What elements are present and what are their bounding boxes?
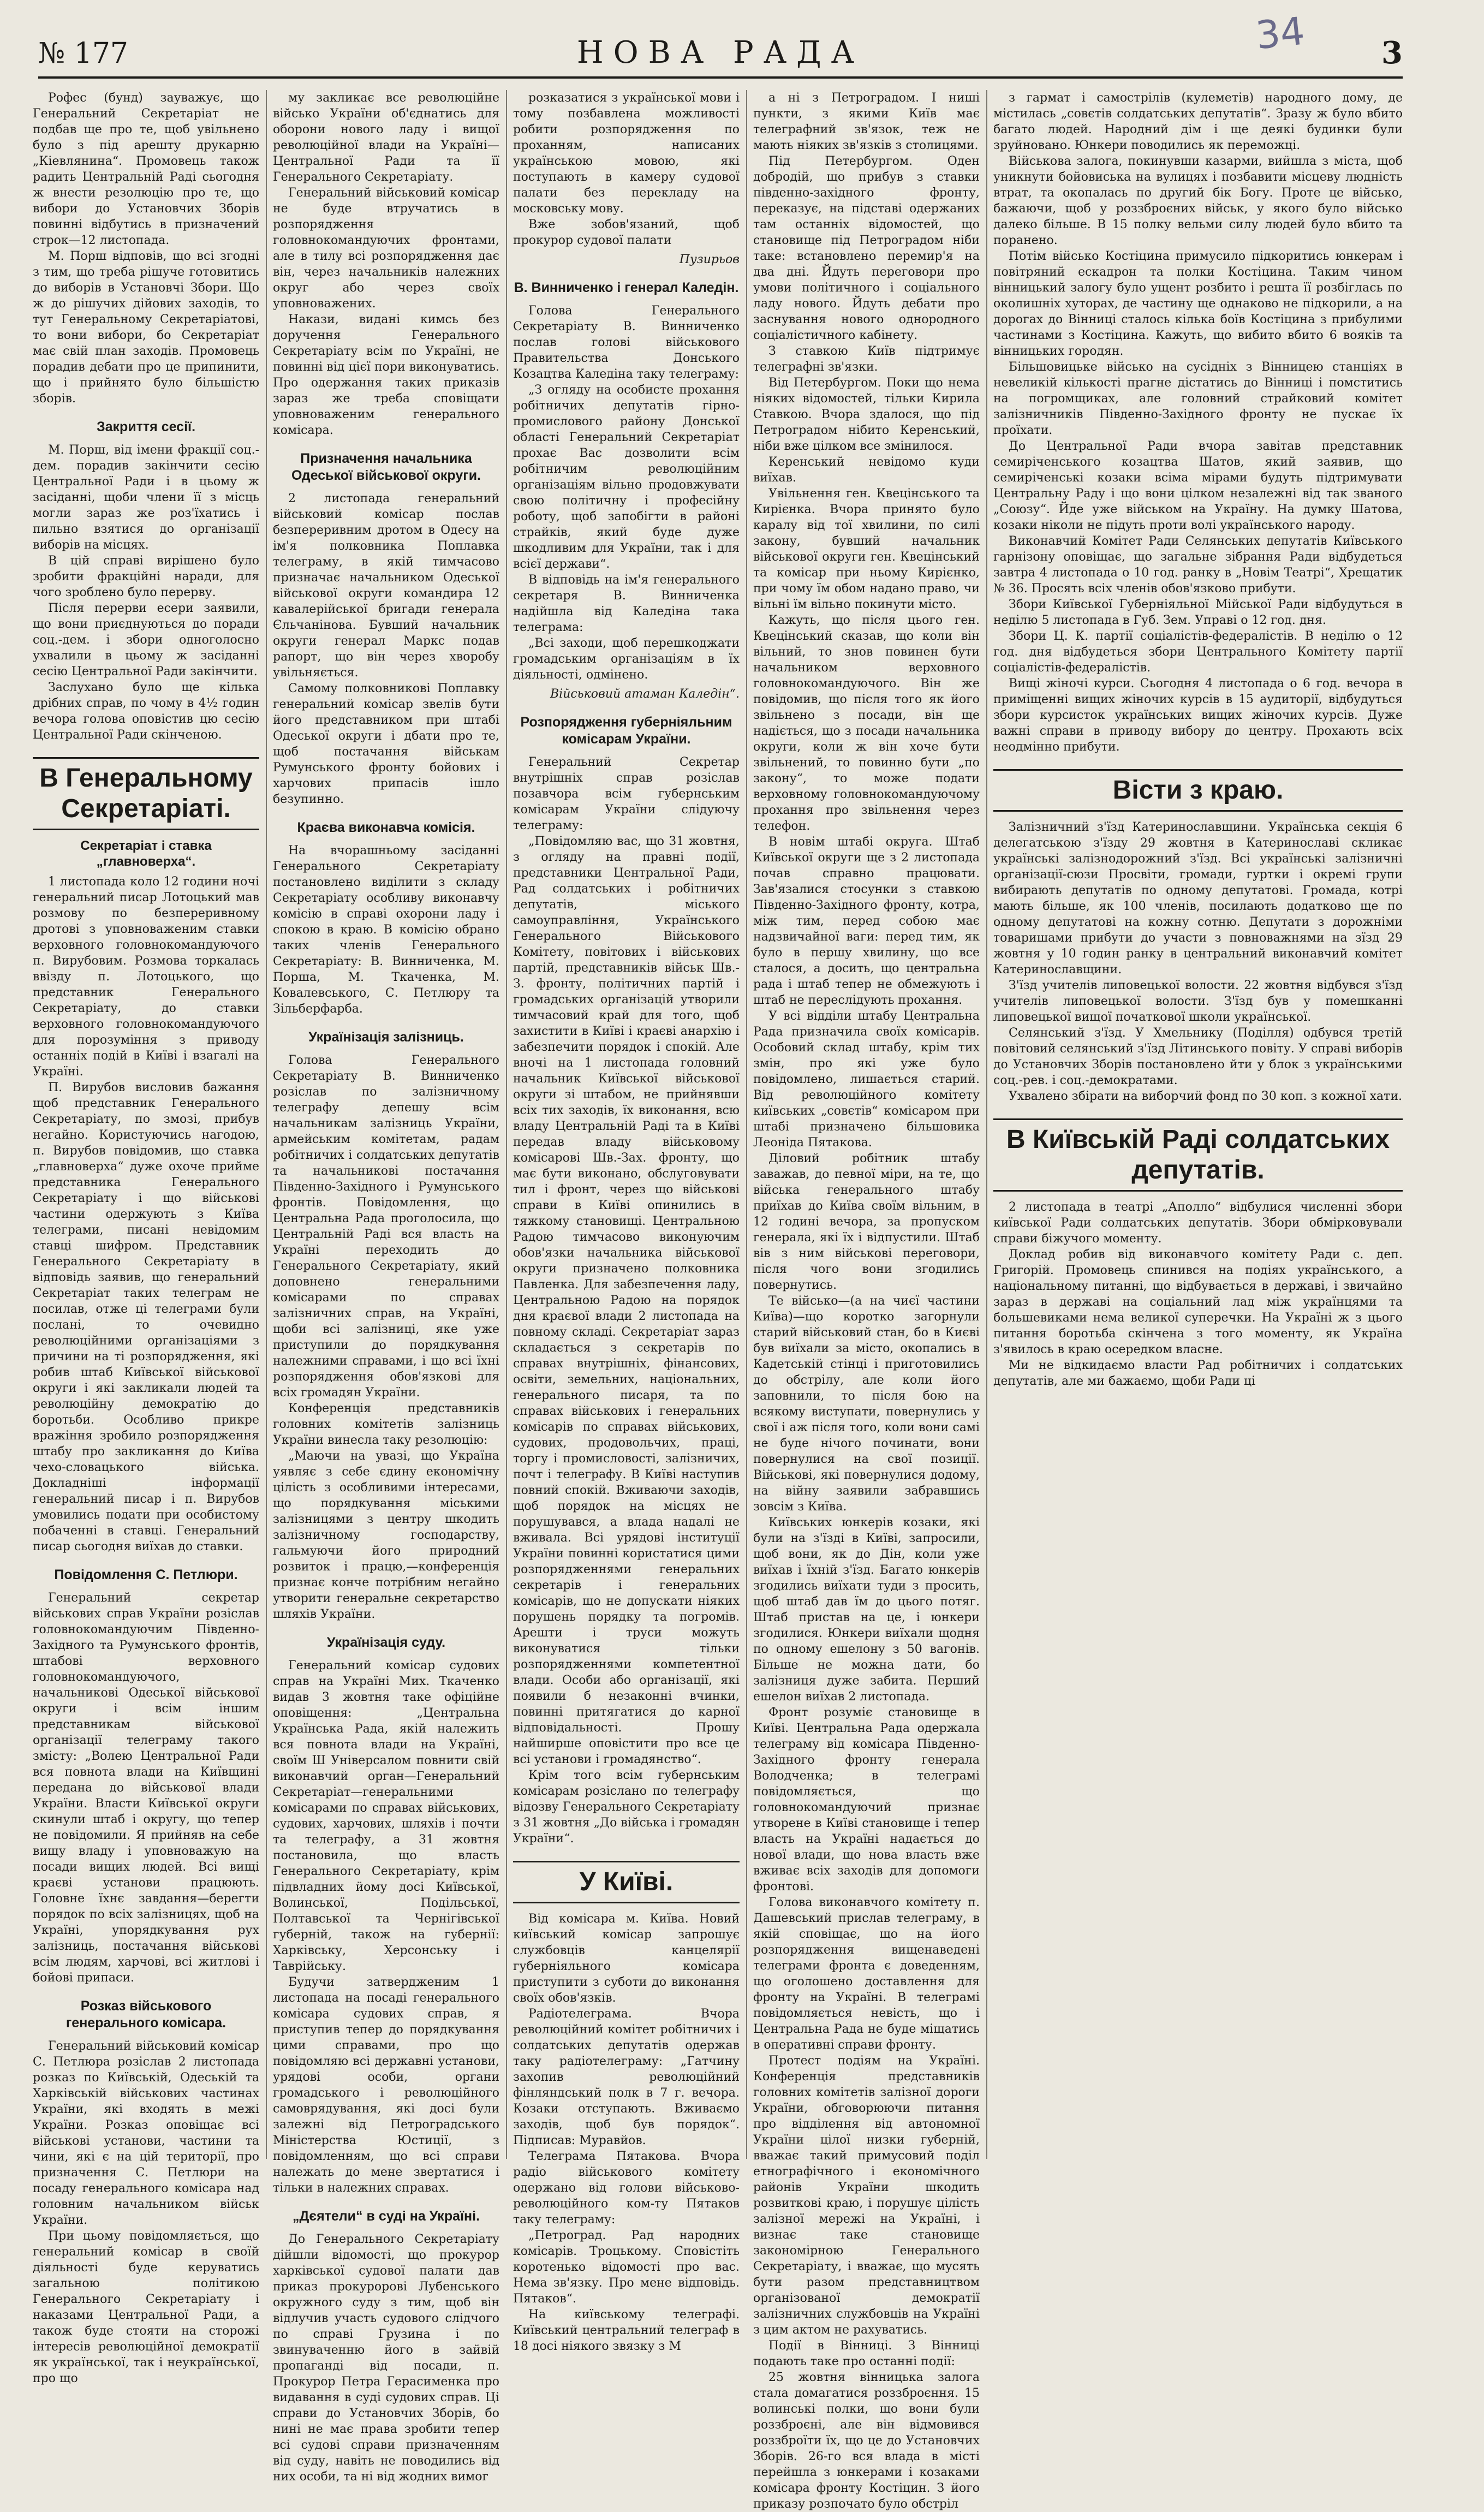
paragraph: Генеральний Секретар внутрішніх справ розіслав позавчора всім губернським комісарам України слідуючу телеграму: — [513, 755, 740, 832]
column-4 — [753, 90, 980, 2511]
paragraph: а ні з Петроградом. І ниші пункти, з якими Київ має телеграфний зв'язок, теж не мають ніяких зв'язків з столицями. — [753, 91, 980, 152]
paragraph: „З огляду на особисте прохання робітничих депутатів гірно-промислового району Донської області Генеральний Секретаріат прохає Вас дозволити всім робітничим революційним організаціям вільно продовжувати свою політичну і професійну роботу, щоб запобігти в районі страйків, який буде дуже шкодливим для України, так і для всієї держави“. — [513, 383, 740, 571]
paragraph: Ухвалено збірати на виборчий фонд по 30 коп. з кожної хати. — [1009, 1090, 1402, 1103]
paragraph: В новім штабі округа. Штаб Київської округи ще з 2 листопада почав справно працювати. Зав'язалися стосунки з ставкою Південно-Західного фронту, котра, між тим, перед собою має надзвичайної ваги: перед тим, як було в першу хвилину, що все сталося, а досить, що центральна рада і штаб тепер не обмежують і штаб не переслідують прохання. — [753, 835, 980, 1007]
paragraph: „Всі заходи, щоб перешкоджати громадським організаціям в їх діяльності, одмінено. — [513, 636, 740, 682]
paragraph: Генеральний військовий комісар С. Петлюра розіслав 2 листопада розказ по Київській, Одеській та Харківській військових частинах України, які входять в межі України. Розказ оповіщає всі військові установи, частини та чини, які є на цій території, про призначення С. Петлюри на посаду генерального комісара над головним начальником військ України. — [33, 2039, 259, 2227]
paragraph: Після перерви есери заявили, що вони приєднуються до поради соц.-дем. і збори одноголосно ухвалили в цьому ж засіданні сесію Центральної Ради закінчити. — [33, 602, 259, 678]
paragraph: 1 листопада коло 12 години ночі генеральний писар Лотоцький мав розмову по безпереривному дротові з уповноваженим ставки верховного головнокомандуючого п. Вирубовим. Розмова торкалась ввізду п. Лотоцького, що представник Генерального Секретаріату, до ставки верховного головнокомандуючого для порозуміння з приводу останніх подій в Київі і взагалі на Україні. — [33, 875, 259, 1079]
paragraph: Рофес (бунд) зауважує, що Генеральний Секретаріат не подбав ще про те, щоб увільнено було з під арешту друкарню „Кіевлянина“. Промовець також радить Центральній Раді сьогодня ж внести резолюцію про те, що вибори до Установчих Зборів повинні відбутись в призначений строк—12 листопада. — [33, 91, 259, 247]
newspaper-title: НОВА РАДА — [576, 35, 865, 70]
column-divider — [506, 90, 507, 2159]
paragraph: Ми не відкидаємо власти Рад робітничих і солдатських депутатів, але ми бажаємо, щоби Ради ці — [993, 1359, 1403, 1388]
column-1 — [33, 90, 259, 2385]
paragraph: Заслухано було ще кілька дрібних справ, по чому в 4½ годин вечора голова оповістив цю сесію Центральної Ради скінченою. — [33, 681, 259, 742]
major-heading: Вісти з краю. — [993, 769, 1403, 812]
paragraph: Голова Генерального Секретаріату В. Винниченко розіслав по залізничному телеграфу депешу всім начальникам залізниць України, армейським комітетам, радам робітничих і солдатських депутатів та начальникові постачання Південно-Західного і Румунського фронтів. Повідомлення, що Центральна Рада проголосила, що Центральній Раді вся власть на Україні переходить до Генерального Секретаріату, який доповнено генеральними комісарами по справах залізничних справ, на Україні, щоби всі залізниці, яке уже приступили до порядкування належними справами, і що всі їхні розпорядження обов'язкові для всіх громадян України. — [273, 1053, 499, 1400]
section-heading: Українізація суду. — [326, 1635, 446, 1650]
column-divider — [986, 90, 987, 2159]
paragraph: Генеральний секретар військових справ України розіслав головнокомандуючим Південно-Західного та Румунського фронтів, штабові верховного головнокомандуючого, начальникові Одеської військової округи і всім іншим представникам військової організації телеграму такого змісту: „Волею Центральної Ради вся повнота влади на Київщині передана до військової влади України. Власти Київської округи скинули штаб і округу, що тепер не повідомили. Я прийняв на себе вищу владу і уповноважую на посади вищих людей. Всі вищі краєві установи працюють. Головне їхнє завдання—берегти порядок по всіх залізницях, щоб на Україні, упорядкування рух залізниць, постачання військові всім людям, харчові, всі житлові і бойові припаси. — [33, 1591, 259, 1985]
paragraph: На вчорашньому засіданні Генерального Секретаріату постановлено виділити з складу Секретаріату особливу виконавчу комісію в справі охорони ладу і спокою в краю. В комісію обрано таких членів Генерального Секретаріату: В. Винниченка, М. Порша, М. Ткаченка, М. Ковалевського, С. Петлюру та Зільберфарба. — [273, 844, 499, 1016]
paragraph: Залізничний з'їзд Катеринославщини. Українська секція 6 делегатською з'їзду 29 жовтня в Катеринославі скликає українські залізнодорожний з'їзд. Всі українські залізничні організації-сюзи Просвіти, громади, гуртки і окремі групи вибирають депутатів по одному депутатові. Громада, котрі мають більше, як 100 членів, посилають додатково ще по одному депутатові на кожну сотню. Депутати з дорожніми товаришами прибути до участи з повноважнями на зїзд 29 жовтня у 10 годин ранку в центральний виконавчий комітет Катеринославщини. — [993, 820, 1403, 977]
column-5 — [993, 90, 1403, 2164]
section-heading: Розпорядження губерніяльним комісарам України. — [520, 715, 732, 747]
paragraph: Від комісара м. Київа. Новий київський комісар запрошує службовців канцелярії губерніяльного комісара приступити з суботи до виконання своїх обов'язків. — [513, 1912, 740, 2005]
paragraph: Керенський невідомо куди виїхав. — [753, 455, 980, 485]
section-heading: Закриття сесії. — [96, 419, 196, 434]
paragraph: Збори Ц. К. партії соціалістів-федералістів. В неділю о 12 год. дня відбудеться збори Центрального Комітету партії соціалістів-федералістів. — [993, 629, 1403, 675]
paragraph: Збори Київської Губерніяльної Мійської Ради відбудуться в неділю 5 листопада в Губ. Зем. Управі о 12 год. дня. — [993, 598, 1403, 627]
section-heading: Українізація залізниць. — [308, 1029, 464, 1045]
paragraph: Діловий робітник штабу заважав, до певної міри, на те, що війська генерального штабу приїхав до Київа своїм вільним, в 12 годині вечора, за пропуском генерала, які їх і відпустили. Штаб вів з ним військові переговори, після чого вони згодились повернутись. — [753, 1152, 980, 1292]
paragraph: Самому полковникові Поплавку генеральний комісар звелів бути його представником при штабі Одеської округи і дбати про те, щоб постачання військам Румунського фронту бойових і харчових припасів ішло безупинно. — [273, 682, 499, 806]
paragraph: Конференція представників головних комітетів залізниць України винесла таку резолюцію: — [273, 1402, 499, 1447]
paragraph: Генеральний військовий комісар не буде втручатись в розпорядження головнокомандуючих фронтами, але в тилу всі розпорядження дає він, через начальників належних округ або через своїх уповноважених. — [273, 186, 499, 311]
paragraph: Генеральний комісар судових справ на Україні Мих. Ткаченко видав 3 жовтня таке офіційне оповіщення: „Центральна Українська Рада, якій належить вся повнота влади на Україні, своїм Ш Універсалом повнити свій виконавчий орган—Генеральний Секретаріат—генеральними комісарами по справах військових, судових, харчових, шляхів і почти та телеграфу, а 31 жовтня постановила, що власть Генерального Секретаріату, крім підвладних йому досі Київської, Волинської, Подільської, Полтавської та Чернігівської губерній, також на губернії: Харківську, Херсонську і Таврійську. — [273, 1659, 499, 1973]
paragraph: Вищі жіночі курси. Сьогодня 4 листопада о 6 год. вечора в приміщенні вищих жіночих курсів в 15 аудиторії, відбудуться збори курсисток українських вищих жіночих курсів. Дуже важні справи в приводу вибору до центру. Прохають всіх неодмінно прибути. — [993, 677, 1403, 754]
major-heading: В Генеральному Секретаріаті. — [33, 757, 259, 830]
paragraph: Фронт розуміє становище в Київі. Центральна Рада одержала телеграму від комісара Південно-Західного фронту генерала Володченка; в телеграмі повідомляється, що головнокомандуючий признає утворене в Київі становище і тепер власть на Україні надається до нової влади, що нова власть вже вживає всіх заходів для допомоги фронтові. — [753, 1706, 980, 1894]
signature: Пузирьов — [679, 253, 740, 266]
paragraph: „Повідомляю вас, що 31 жовтня, з огляду на правні події, представники Центральної Ради, Рад солдатських і робітничих депутатів, міського самоуправління, Українського Генерального Військового Комітету, повітових і військових партій, представників військ Шв.-З. фронту, політичних партій і громадських організацій утворили тимчасовий край для того, щоб захистити в Київі і краєві анархію і забезпечити порядок і спокій. Але вночі на 1 листопада головний начальник Київської військової округи зі штабом, не прийнявши всіх тих заходів, їх виконання, всю владу Центральній Раді та в Київі передав владу військовому комісарові Шв.-Зах. фронту, що має бути виконано, обслуговувати тил і фронт, через що військові справи в Київі опинились в тяжкому становищі. Центральною Радою тимчасово виконуючим обов'язки начальника військової округи призначено полковника Павленка. Для забезпечення ладу, Центральною Радою на порядок дня краєвої влади 2 листопада на повному складі. Секретаріат зараз складається з секретарів по справах внутрішніх, фінансових, освіти, земельних, національних, генерального писаря, та по справах військових і генеральних комісарів по справах військових, судових, продовольчих, праці, торгу і промисловості, залізничих, почт і телеграфу. В Київі наступив повний спокій. Вживаючи заходів, щоб порядок на місцях не порушувався, а влада надалі не вживала. Всі урядові інституції України повинні користатися цими розпорядженнями генеральних секретарів і генеральних комісарів, що не допускати ніяких порушень порядку та погромів. Арешти і труси можуть виконуватися тільки розпорядженнями компетентної влади. Особи або організації, які появили б незаконні вчинки, повинні притягатися до карної відповідальності. Прошу найширше оповістити про все це всі установи і громадянство“. — [513, 835, 740, 1766]
section-heading: Розказ військового генерального комісара. — [65, 1998, 227, 2031]
column-divider — [746, 90, 747, 2159]
section-heading: Повідомлення С. Петлюри. — [54, 1567, 238, 1582]
column-divider — [266, 90, 267, 2159]
paragraph: Накази, видані кимсь без доручення Генерального Секретаріату всім по Україні, не повинні від цієї пори виконуватись. Про одержання таких приказів зараз же треба сповіщати уповноваженим генерального комісара. — [273, 313, 499, 437]
paragraph: При цьому повідомляється, що генеральний комісар в своїй діяльності буде керуватись загальною політикою Генерального Секретаріату і наказами Центральної Ради, а також буде стояти на сторожі інтересів революційної демократії як української, так і неукраїнської, про що — [33, 2229, 259, 2385]
sub-heading: Секретаріат і ставка „главноверха“. — [80, 838, 212, 869]
section-heading: „Дєятели“ в суді на Україні. — [292, 2209, 480, 2224]
paragraph: 25 жовтня вінницька залога стала домагатися роззброєння. 15 волинські полки, що вони були роззброєні, але він відмовився роззброїти їх, що це до Установчих Зборів. 26-го вся влада в місті перейшла з юнкерами і козаками комісара фронту Костіцин. З його приказу розпочато було обстріл — [753, 2371, 980, 2511]
paragraph: В цій справі вирішено було зробити фракційні наради, для чого зроблено було перерву. — [33, 554, 259, 599]
paragraph: 2 листопада генеральний військовий комісар послав безпереривним дротом в Одесу на ім'я полковника Поплавка телеграму, в якій тимчасово призначає начальником Одеської військової округи командира 12 кавалерійської бригади генерала Єльчанінова. Бувший начальник округи генерал Маркс подав рапорт, що він через хворобу увільняється. — [273, 492, 499, 680]
paragraph: Кажуть, що після цього ген. Квецінський сказав, що коли він вільний, то знов повинен бути начальником верховного головнокомандуючого. Він же повідомив, що після того як його звільнено з посади, він ще надіється, що з посади начальника округи, коли ж він хоче бути звільнений, то повинно бути „по закону“, то може подати верховному головнокомандуючому прохання про звільнення через телефон. — [753, 614, 980, 833]
major-heading: У Київі. — [513, 1861, 740, 1903]
section-heading: Призначення начальника Одеської військової округи. — [291, 451, 481, 483]
handwritten-note: 34 — [1253, 8, 1307, 58]
paragraph: Будучи затвердженим 1 листопада на посаді генерального комісара судових справ, я приступив тепер до порядкування цими справами, про що повідомляю всі державні установи, урядові особи, органи громадського і революційного самоврядування, які досі були залежні від Петроградського Міністерства Юстиції, з повідомленням, що всі справи належать до мене звертатися і тільки в належних справах. — [273, 1975, 499, 2195]
column-3 — [513, 90, 740, 2353]
paragraph: Селянський з'їзд. У Хмельнику (Поділля) одбувся третій повітовий селянський з'їзд Літинського повіту. У справі виборів до Установчих Зборів постановлено йти у блок з українськими соц.-рев. і соц.-демократами. — [993, 1026, 1403, 1087]
paragraph: Доклад робив від виконавчого комітету Ради с. деп. Григорій. Промовець спинився на подіях українського, а національному питанні, що відбувається в державі, і звичайно зараз в державі на соціальний лад між українцями та большевиками нема великої суперечки. На Україні ж з цього питання боротьба скінчена з того моменту, як Україна з'явилось в краю осередком власне. — [993, 1248, 1403, 1356]
paragraph: З ставкою Київ підтримує телеграфні зв'язки. — [753, 344, 980, 374]
paragraph: „Петроград. Рад народних комісарів. Троцькому. Сповістіть коротенько відомості про вас. Нема зв'язку. Про мене відповідь. Пятаков“. — [513, 2229, 740, 2306]
section-heading: Краєва виконавча комісія. — [297, 820, 475, 835]
paragraph: Те військо—(а на чиєї частини Київа)—що коротко загорнули старий військовий стан, бо в Києві був виїхали за місто, окопались в Кадетській стінці і приготовились до обстрілу, але коли його заповнили, то після бою на всякому виступати, повернулись у свої і аж після того, коли вони самі не буде нічого починати, вони повернулися на свої позиції. Військові, які повернулися додому, на війну заявили забравшись зовсім з Київа. — [753, 1294, 980, 1514]
paragraph: з гармат і самострілів (кулеметів) народного дому, де містилась „совєтів солдатських депутатів“. Зразу ж було вбито багато людей. Народний дім і ще деякі будинки були зруйновано. Юнкери поводились як переможці. — [993, 91, 1403, 152]
paragraph: „Маючи на увазі, що Україна уявляє з себе єдину економічну цілість з особливими інтересами, що порядкування міськими залізницями з центру шкодить залізничному господарству, гальмуючи його природний розвиток і працю,—конференція признає конче потрібним негайно утворити генеральне секретарство шляхів України. — [273, 1449, 499, 1621]
page-header — [38, 8, 1403, 79]
paragraph: Увільнення ген. Квецінського та Кирієнка. Вчора принято було каралу від тої хвилини, по силі закону, бувший начальник військової округи ген. Квецінський та комісар при ньому Кирієнко, при чому їм обом надано право, чи вільні їм вільно покинути місто. — [753, 487, 980, 611]
paragraph: Протест подіям на Україні. Конференція представників головних комітетів залізної дороги України, обговорюючи питання про відділення від автономної України цілої низки губерній, вважає такий примусовий поділ етнографічного і економічного районів України шкодить розвиткові краю, і порушує цілість залізної мережі на Україні, і визнає таке становище закономірною Генерального Секретаріату, і вважає, що мусять бути разом представництвом організованої демократії залізничних службовців на Україні з цим актом не рахуватись. — [753, 2054, 980, 2337]
paragraph: Від Петербургом. Поки що нема ніяких відомостей, тільки Кирила Ставкою. Вчора здалося, що під Петроградом нібито Керенський, ніби вже цілком все змінилося. — [753, 376, 980, 453]
column-2 — [273, 90, 499, 2484]
paragraph: Події в Вінниці. З Вінниці подають таке про останні події: — [753, 2339, 980, 2368]
page-number: 3 — [1381, 35, 1403, 71]
paragraph: У всі відділи штабу Центральна Рада призначила своїх комісарів. Особовий склад штабу, крім тих змін, про які уже було повідомлено, лишається старий. Від революційного комітету київських „совєтів“ комісаром при штабі призначено більшовика Леоніда Пятакова. — [753, 1009, 980, 1150]
signature: Військовий атаман Каледін“. — [550, 687, 740, 701]
paragraph: З'їзд учителів липовецької волости. 22 жовтня відбувся з'їзд учителів липовецької волости. З'їзд був у помешканні липовецької вищої початкової школи української. — [993, 979, 1403, 1024]
major-heading: В Київській Раді солдатських депутатів. — [993, 1118, 1403, 1192]
paragraph: В відповідь на ім'я генерального секретаря В. Винниченка надійшла від Каледіна така телеграма: — [513, 573, 740, 634]
paragraph: Голова Генерального Секретаріату В. Винниченко послав голові військового Правительства Донського Козацтва Каледіна таку телеграму: — [513, 304, 740, 381]
paragraph: До Генерального Секретаріату дійшли відомості, що прокурор харківської судової палати дав приказ прокуророві Лубенського окружного суду з тим, щоб він відлучив участь судового слідчого по справі Грузина і по звинуваченню його в зайвій пропаганді від посади, п. Прокурор Петра Герасименка про видавання в суді судових справ. Ці справи до Установчих Зборів, бо нині не має права зробити тепер всі судові справи призначенням від суду, навіть не поводились від них особи, та ні від жодних вимог — [273, 2233, 499, 2484]
paragraph: Крім того всім губернським комісарам розіслано по телеграфу відозву Генерального Секретаріату з 31 жовтня „До війська і громадян України“. — [513, 1769, 740, 1846]
paragraph: До Центральної Ради вчора завітав представник семиріченського козацтва Шатов, який заявив, що семиріченські козаки всіма мірами будуть підтримувати Центральну Раду і що вони цілком незалежні від так званого „Союзу“. Йде уже військом на Україну. На думку Шатова, козаки ніколи не підуть проти волі українського народу. — [993, 439, 1403, 532]
paragraph: Київських юнкерів козаки, які були на з'їзді в Київі, запросили, щоб вони, як до Дін, коли уже виїхав і їхній з'їзд. Багато юнкерів згодились виїхати туди з просить, щоб штаб дав їм до цього потяг. Штаб пристав на це, і юнкери згодилися. Юнкери виїхали щодня по одному ешелону з 50 вагонів. Більше не можна дати, бо залізниця дуже забита. Перший ешелон виїхав 2 листопада. — [753, 1516, 980, 1704]
paragraph: Виконавчий Комітет Ради Селянських депутатів Київського гарнізону оповіщає, що загальне зібрання Ради відбудеться завтра 4 листопада о 10 год. ранку в „Новім Театрі“, Хрещатик № 36. Просять всіх членів обов'язково прибути. — [993, 534, 1403, 596]
paragraph: Радіотелеграма. Вчора революційний комітет робітничих і солдатських депутатів одержав таку радіотелеграму: „Гатчину захопив революційний фінляндський полк в 7 г. вечора. Козаки отступають. Вживаємо заходів, щоб був порядок“. Підписав: Муравйов. — [513, 2007, 740, 2147]
paragraph: Під Петербургом. Оден добродій, що прибув з ставки південно-західного фронту, переказує, на підставі одержаних там останніх відомостей, що становище під Петроградом ніби таке: встановлено перемир'я на два дні. Йдуть переговори про умови політичного і соціального ладу нового. Йдуть дебати про заснування нового однородного соціалістичного кабінету. — [753, 154, 980, 342]
paragraph: М. Порш відповів, що всі згодні з тим, що треба рішуче готовитись до виборів в Установчі Збори. Що ж до рішучих дійових заходів, то тут Генеральному Секретаріатові, то вони вибори, бо Секретаріат має свій план заходів. Промовець порадив дебати про це припинити, що і прийнято було більшістю зборів. — [33, 249, 259, 406]
paragraph: М. Порш, від імени фракції соц.-дем. порадив закінчити сесію Центральної Ради і в цьому ж засіданні, щоби члени її з місць могли зараз же роз'їхатись і пильно взятися до організації виборів на місцях. — [33, 443, 259, 552]
paragraph: Більшовицьке військо на сусідніх з Вінницею станціях в невеликій кількості прагне дістатись до Вінниці і помститись на погромщиках, але головний страйковий комітет залізничників Південно-Західного фронту не пускає їх проїхати. — [993, 360, 1403, 437]
paragraph: П. Вирубов висловив бажання щоб представник Генерального Секретаріату, по змозі, прибув негайно. Користуючись нагодою, п. Вирубов повідомив, що ставка „главноверха“ дуже охоче прийме представника Генерального Секретаріату і що військові частини одержують з Київа телеграми, писані невідомим ставці шифром. Представник Генерального Секретаріату в відповідь заявив, що генеральний Секретаріат таких телеграм не посилав, отже ці телеграми були послані, то очевидно революційними організаціями з причини на ті розпорядження, які робив штаб Київської військової округи і які закликали людей та революційну демократію до боротьби. Особливо прикре вражіння зробило розпорядження штабу про закликання до Київа чехо-словацького війська. Докладніші інформації генеральний писар і п. Вирубов умовились подати при особистому побаченні в ставці. Генеральний писар сьогодня виїхав до ставки. — [33, 1081, 259, 1553]
paragraph: Телеграма Пятакова. Вчора радіо військового комітету одержано від голови військово-революційного ком-ту Пятаков таку телеграму: — [513, 2150, 740, 2227]
paragraph: Військова залога, покинувши казарми, вийшла з міста, щоб уникнути бойовиська на вулицях і позбавити місцеву людність втрат, та окопалась по другий бік Богу. Проте це військо, бажаючи, щоб у роззброєних військ, у якого було військо далеко більше. В 15 полку вельми силу людей було вбито та поранено. — [993, 154, 1403, 247]
paragraph: Потім військо Костіцина примусило підкоритись юнкерам і повітряний ескадрон та полки Костіцина. Таким чином вінницький залогу було ущент розбито і решта її розбіглась по околишніх хуторах, де частину ще однаково не підкорили, а на дорогах до Вінниці сталось кілька боїв Костіцина з прибулими частинами з Костіцина. Кажуть, що вибито вбито 6 вояків та вінницьких городян. — [993, 249, 1403, 358]
section-heading: В. Винниченко і генерал Каледін. — [514, 280, 739, 295]
paragraph: розказатися з української мови і тому позбавлена можливості робити розпорядження по проханням, написаних українською мовою, які поступають в камеру судової палати без перекладу на московську мову. — [513, 91, 740, 216]
paragraph: 2 листопада в театрі „Аполло“ відбулися численні збори київської Ради солдатських депутатів. Збори обмірковували справи біжучого моменту. — [993, 1200, 1403, 1246]
paragraph: Голова виконавчого комітету п. Дашевський прислав телеграму, в якій сповіщає, що на його розпорядження вищенаведені телеграми фронта є доведенням, що оголошено доставлення для фронту на Україні. В телеграмі повідомляється невість, що і Центральна Рада не буде міщатись в оперативні справи фронту. — [753, 1896, 980, 2052]
issue-number: № 177 — [38, 37, 128, 70]
paragraph: На київському телеграфі. Київський центральний телеграф в 18 досі ніякого звязку з М — [513, 2308, 740, 2353]
paragraph: Вже зобов'язаний, щоб прокурор судової палати — [513, 218, 740, 247]
paragraph: му закликає все революційне військо України об'єднатись для оборони нового ладу і вищої революційної влади на Україні—Центральної Ради та її Генерального Секретаріату. — [273, 91, 499, 184]
